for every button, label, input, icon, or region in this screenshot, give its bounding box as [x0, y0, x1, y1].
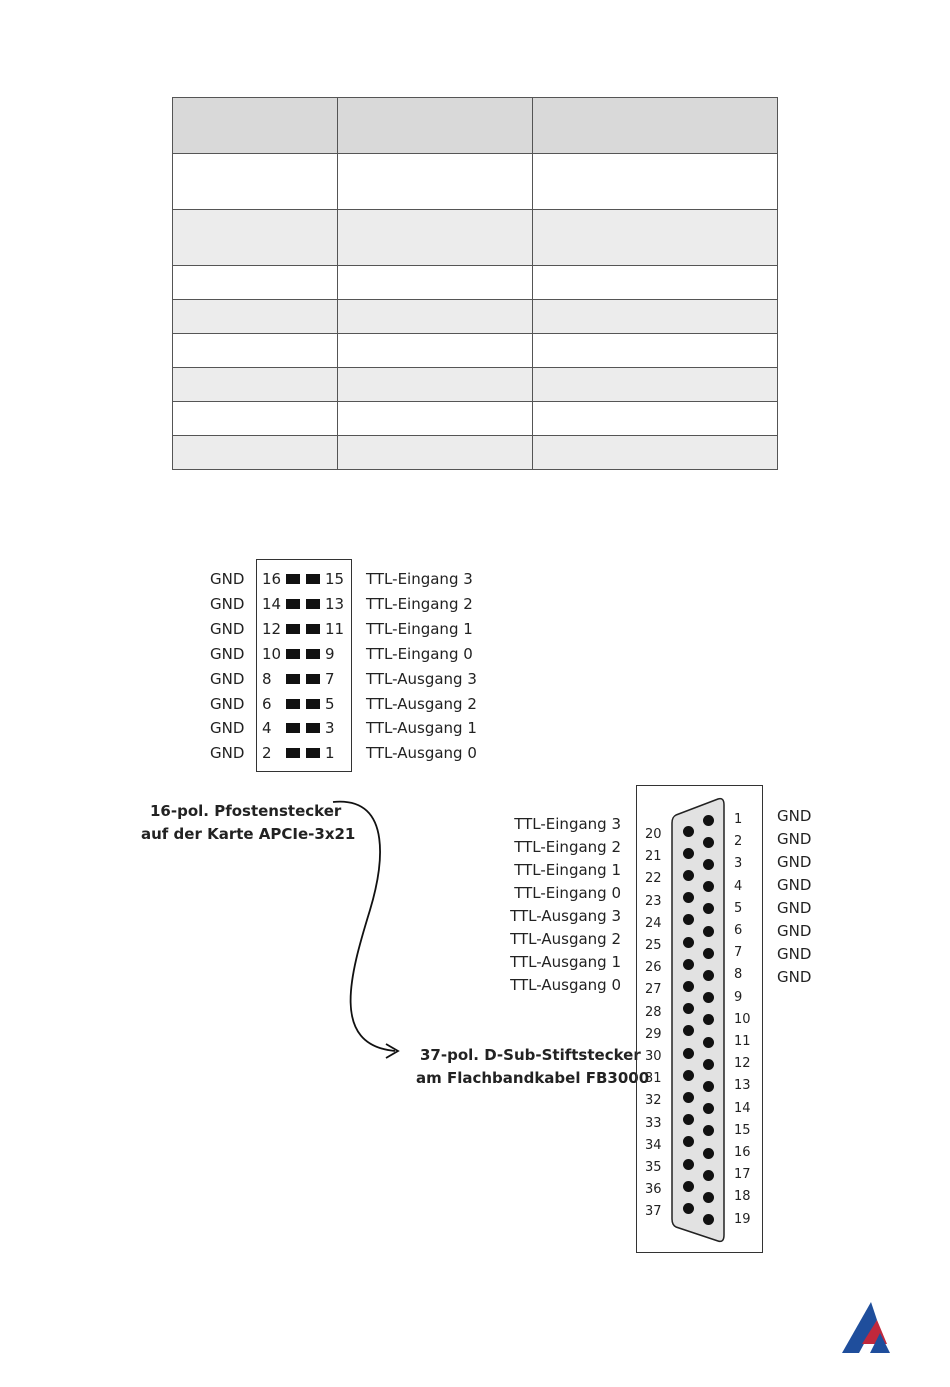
dsub-pin-number-bottom: 22: [645, 871, 662, 887]
pin-number-left: 12: [262, 619, 282, 638]
dsub-pin-dot: [703, 837, 714, 848]
dsub-signal-label: TTL-Eingang 1: [514, 861, 621, 879]
dsub-signal-label: TTL-Eingang 2: [514, 838, 621, 856]
dsub-pin-number-top: 4: [734, 878, 743, 894]
dsub-gnd-label: GND: [777, 899, 812, 917]
pin-number-left: 14: [262, 594, 282, 613]
dsub-pin-dot: [683, 981, 694, 992]
dsub-signal-label: TTL-Ausgang 0: [510, 976, 621, 994]
dsub-pin-number-top: 19: [734, 1211, 751, 1227]
signal-label: TTL-Eingang 0: [366, 644, 473, 663]
dsub-pin-dot: [703, 1192, 714, 1203]
dsub-pin-dot: [683, 1181, 694, 1192]
pin-number-right: 5: [325, 694, 335, 713]
dsub-pin-dot: [703, 859, 714, 870]
dsub-pin-number-bottom: 32: [645, 1093, 662, 1109]
pin-number-left: 16: [262, 570, 282, 588]
dsub-pin-dot: [703, 1148, 714, 1159]
dsub-pin-number-top: 6: [734, 923, 743, 938]
pin-number-left: 4: [262, 719, 272, 738]
dsub-gnd-label: GND: [777, 807, 812, 825]
dsub-pin-dot: [703, 1170, 714, 1181]
dsub-pin-number-top: 13: [734, 1078, 751, 1094]
signal-label: TTL-Ausgang 0: [366, 744, 477, 763]
dsub-pin-dot: [683, 848, 694, 859]
dsub-pin-number-top: 1: [734, 812, 743, 827]
signal-label: TTL-Eingang 2: [366, 594, 473, 613]
pin-number-right: 11: [325, 619, 345, 638]
dsub-pin-number-top: 11: [734, 1034, 751, 1049]
dsub-pin-number-top: 7: [734, 945, 743, 961]
header-caption-line1: 16-pol. Pfostenstecker: [150, 802, 342, 820]
header-caption-line2: auf der Karte APCIe-3x21: [141, 825, 356, 843]
pin-number-right: 9: [325, 644, 335, 663]
gnd-label: GND: [210, 594, 245, 613]
signal-label: TTL-Ausgang 2: [366, 694, 477, 713]
dsub-pin-number-bottom: 25: [645, 938, 662, 953]
dsub-caption-line2: am Flachbandkabel FB3000: [416, 1069, 650, 1087]
signal-label: TTL-Eingang 3: [366, 570, 473, 588]
dsub-pin-dot: [683, 826, 694, 837]
dsub-pin-number-bottom: 33: [645, 1115, 662, 1131]
dsub-pin-number-bottom: 27: [645, 982, 662, 998]
dsub-signal-label: TTL-Eingang 3: [514, 815, 621, 833]
dsub-pin-number-bottom: 36: [645, 1182, 662, 1198]
dsub-pin-dot: [703, 1059, 714, 1070]
dsub-pin-dot: [683, 959, 694, 970]
gnd-label: GND: [210, 570, 245, 588]
dsub-pin-number-bottom: 24: [645, 915, 662, 931]
gnd-label: GND: [210, 619, 245, 638]
dsub-gnd-label: GND: [777, 830, 812, 848]
dsub-pin-dot: [683, 1048, 694, 1059]
gnd-label: GND: [210, 744, 245, 763]
dsub-pin-number-top: 8: [734, 967, 743, 983]
dsub-signal-label: TTL-Ausgang 1: [510, 953, 621, 971]
dsub-pin-number-top: 5: [734, 900, 743, 916]
dsub-pin-number-bottom: 21: [645, 849, 662, 865]
pin-number-left: 8: [262, 669, 272, 688]
gnd-label: GND: [210, 644, 245, 663]
dsub-gnd-label: GND: [777, 876, 812, 894]
pin-number-left: 2: [262, 744, 272, 763]
dsub-pin-number-top: 10: [734, 1011, 751, 1027]
signal-label: TTL-Ausgang 3: [366, 669, 477, 688]
dsub-pin-number-bottom: 30: [645, 1049, 662, 1064]
dsub-signal-label: TTL-Ausgang 2: [510, 930, 621, 948]
pin-number-right: 15: [325, 570, 345, 588]
dsub-pin-number-top: 17: [734, 1167, 751, 1183]
dsub-pin-dot: [683, 1159, 694, 1170]
dsub-pin-number-top: 9: [734, 989, 743, 1005]
dsub-gnd-label: GND: [777, 922, 812, 940]
dsub-pin-number-top: 2: [734, 834, 743, 850]
dsub-pin-number-top: 3: [734, 856, 743, 872]
dsub-pin-number-bottom: 34: [645, 1137, 662, 1153]
dsub-pin-number-bottom: 23: [645, 893, 662, 909]
gnd-label: GND: [210, 694, 245, 713]
dsub-pin-dot: [683, 1070, 694, 1081]
gnd-label: GND: [210, 669, 245, 688]
dsub-pin-number-bottom: 37: [645, 1204, 662, 1220]
dsub-pin-number-bottom: 28: [645, 1004, 662, 1020]
pin-number-right: 1: [325, 744, 335, 763]
dsub-pin-dot: [703, 926, 714, 937]
dsub-pin-number-bottom: 26: [645, 960, 662, 976]
dsub-pin-number-top: 15: [734, 1122, 751, 1138]
pin-number-right: 13: [325, 594, 345, 613]
pin-number-right: 7: [325, 669, 335, 688]
dsub-pin-dot: [703, 948, 714, 959]
dsub-pin-number-top: 14: [734, 1100, 751, 1116]
pin-number-right: 3: [325, 719, 335, 738]
dsub-pin-dot: [703, 1081, 714, 1092]
dsub-gnd-label: GND: [777, 968, 812, 986]
dsub-signal-label: TTL-Eingang 0: [514, 884, 621, 902]
dsub-pin-number-top: 16: [734, 1145, 751, 1160]
signal-label: TTL-Ausgang 1: [366, 719, 477, 738]
dsub-pin-number-bottom: 35: [645, 1160, 662, 1175]
dsub-pin-dot: [683, 870, 694, 881]
dsub-pin-number-bottom: 31: [645, 1071, 662, 1087]
dsub-pin-dot: [703, 1037, 714, 1048]
dsub-pin-dot: [703, 815, 714, 826]
pin-number-left: 10: [262, 644, 282, 663]
dsub-pin-dot: [683, 937, 694, 948]
dsub-pin-dot: [703, 970, 714, 981]
dsub-signal-label: TTL-Ausgang 3: [510, 907, 621, 925]
dsub-gnd-label: GND: [777, 853, 812, 871]
dsub-pin-dot: [683, 1092, 694, 1103]
dsub-gnd-label: GND: [777, 945, 812, 963]
dsub-pin-number-bottom: 29: [645, 1026, 662, 1042]
company-logo: [840, 1300, 900, 1355]
pin-number-left: 6: [262, 694, 272, 713]
dsub-caption-line1: 37-pol. D-Sub-Stiftstecker: [420, 1046, 641, 1064]
gnd-label: GND: [210, 719, 245, 738]
dsub-pin-number-top: 18: [734, 1189, 751, 1205]
signal-label: TTL-Eingang 1: [366, 619, 473, 638]
dsub-pin-number-bottom: 20: [645, 827, 662, 842]
dsub-pin-dot: [683, 1203, 694, 1214]
dsub-pin-number-top: 12: [734, 1056, 751, 1072]
